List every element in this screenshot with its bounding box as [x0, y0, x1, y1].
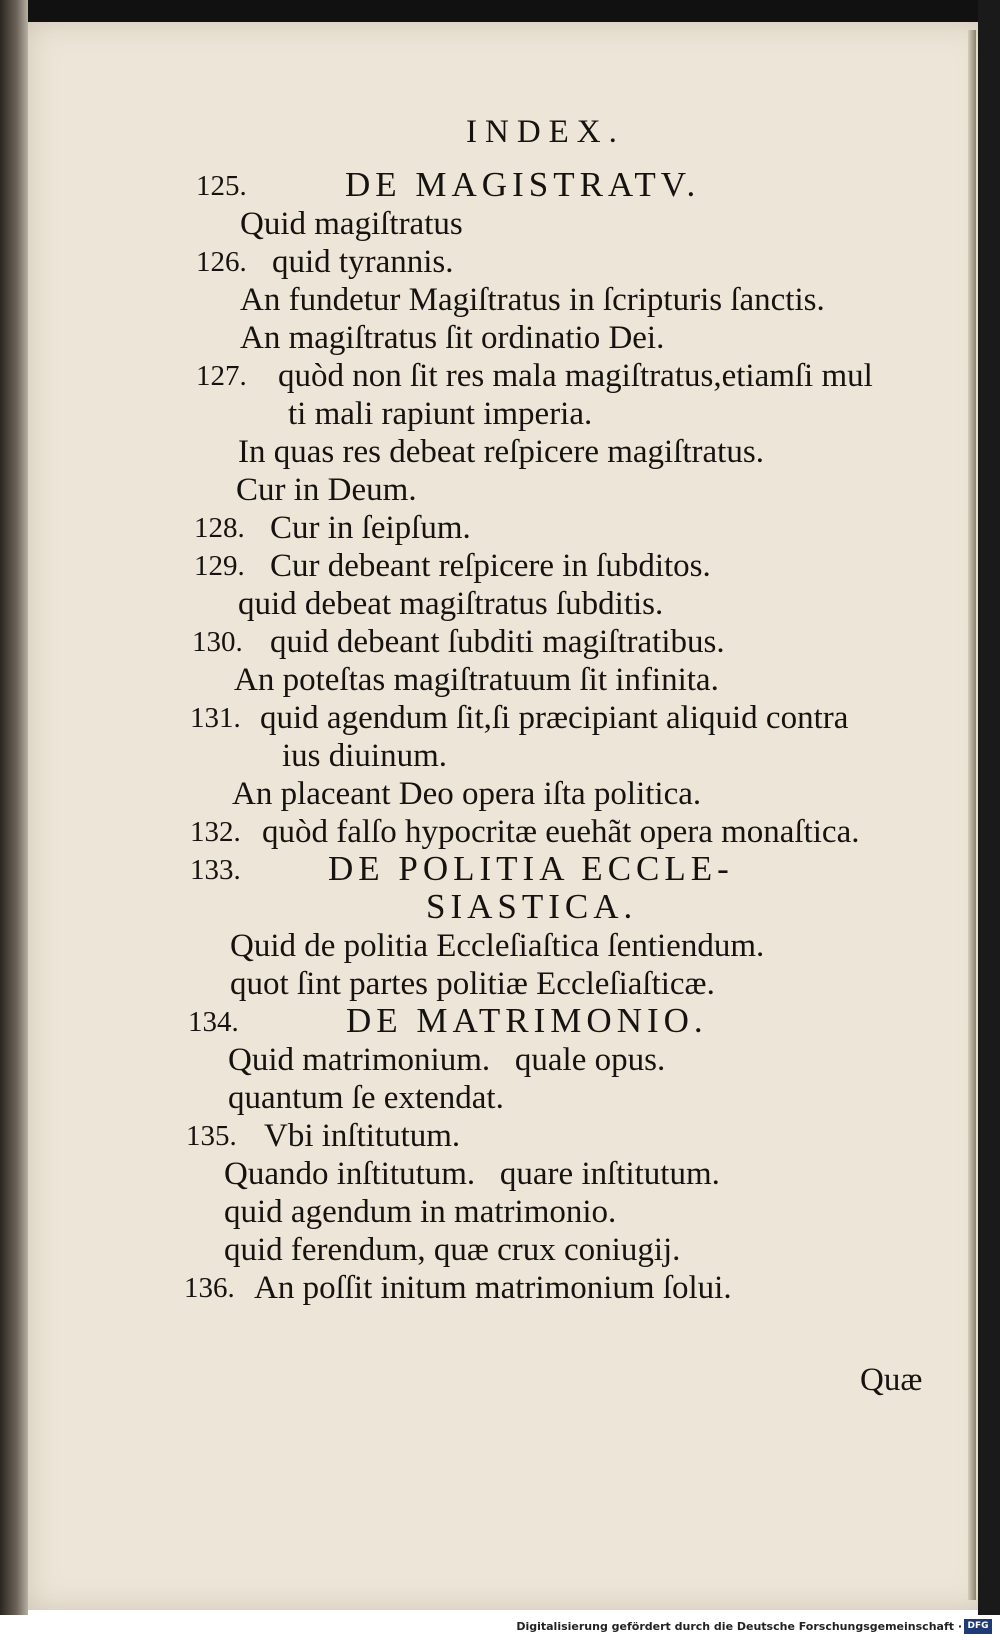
index-entry: In quas res debeat reſpicere magiſtratus.	[238, 434, 764, 470]
index-entry: quantum ſe extendat.	[228, 1080, 504, 1116]
index-entry: Quid matrimonium. quale opus.	[228, 1042, 666, 1078]
index-entry: quid debeat magiſtratus ſubditis.	[238, 586, 664, 622]
entry-number: 128.	[194, 512, 245, 544]
index-entry: An fundetur Magiſtratus in ſcripturis ſanctis.	[240, 282, 825, 318]
index-entry: quid agendum in matrimonio.	[224, 1194, 617, 1230]
section-number: 134.	[188, 1006, 239, 1038]
scan-right-border	[978, 0, 1000, 1615]
catchword: Quæ	[860, 1362, 923, 1398]
entry-number: 132.	[190, 816, 241, 848]
index-entry: quid debeant ſubditi magiſtratibus.	[270, 624, 725, 660]
index-entry: Vbi inſtitutum.	[264, 1118, 461, 1154]
footer-credit: Digitalisierung gefördert durch die Deutsche Forschungsgemeinschaft ·	[516, 1620, 962, 1633]
digitization-footer	[0, 1615, 1000, 1640]
page-edge	[968, 30, 976, 1600]
index-entry: An placeant Deo opera iſta politica.	[232, 776, 702, 812]
section-heading: DE MAGISTRATV.	[345, 165, 701, 204]
entry-number: 126.	[196, 246, 247, 278]
index-entry: quot ſint partes politiæ Eccleſiaſticæ.	[230, 966, 715, 1002]
entry-number: 136.	[184, 1272, 235, 1304]
entry-number: 129.	[194, 550, 245, 582]
section-heading-continued: SIASTICA.	[426, 887, 638, 926]
book-gutter-shadow	[0, 0, 28, 1615]
index-entry: Quid magiſtratus	[240, 206, 463, 242]
entry-number: 130.	[192, 626, 243, 658]
index-entry: Cur in ſeipſum.	[270, 510, 471, 546]
section-heading: DE MATRIMONIO.	[346, 1001, 708, 1040]
entry-number: 127.	[196, 360, 247, 392]
index-entry: quid agendum ſit,ſi præcipiant aliquid contra	[260, 700, 849, 736]
index-entry: Cur debeant reſpicere in ſubditos.	[270, 548, 711, 584]
index-entry: ti mali rapiunt imperia.	[288, 396, 593, 432]
index-entry: An poſſit initum matrimonium ſolui.	[254, 1270, 732, 1306]
running-head: INDEX.	[466, 114, 625, 150]
index-entry: An magiſtratus ſit ordinatio Dei.	[240, 320, 665, 356]
entry-number: 131.	[190, 702, 241, 734]
section-number: 133.	[190, 854, 241, 886]
index-entry: Quando inſtitutum. quare inſtitutum.	[224, 1156, 720, 1192]
index-entry: quòd non ſit res mala magiſtratus,etiamſi mul	[278, 358, 873, 394]
entry-number: 135.	[186, 1120, 237, 1152]
index-entry: Cur in Deum.	[236, 472, 417, 508]
index-entry: ius diuinum.	[282, 738, 448, 774]
section-number: 125.	[196, 170, 247, 202]
index-entry: An poteſtas magiſtratuum ſit infinita.	[234, 662, 719, 698]
section-heading: DE POLITIA ECCLE-	[328, 849, 734, 888]
dfg-logo-icon: DFG	[964, 1619, 992, 1634]
index-entry: quid tyrannis.	[272, 244, 454, 280]
index-entry: quòd falſo hypocritæ euehãt opera monaſtica.	[262, 814, 860, 850]
index-entry: Quid de politia Eccleſiaſtica ſentiendum.	[230, 928, 765, 964]
index-entry: quid ferendum, quæ crux coniugij.	[224, 1232, 681, 1268]
